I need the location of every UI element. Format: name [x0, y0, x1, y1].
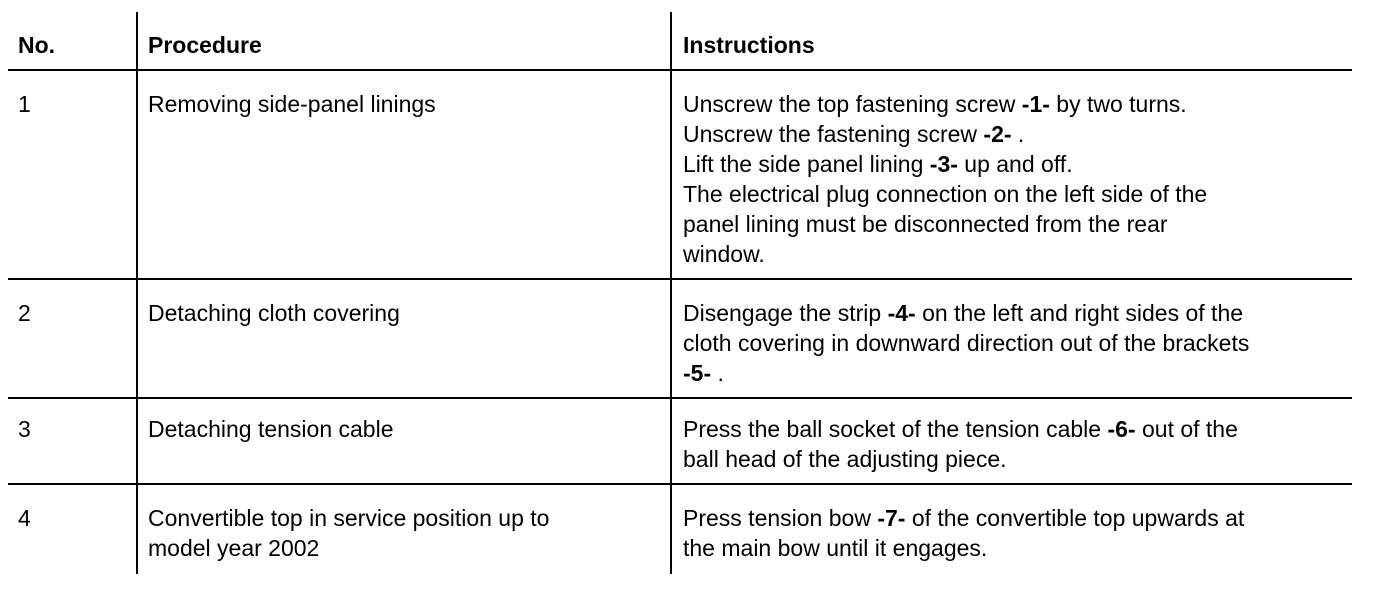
- row-4-procedure: Convertible top in service position up to model year 2002: [148, 505, 550, 561]
- header-no: No.: [18, 32, 56, 58]
- row-divider-2: [8, 397, 1352, 399]
- row-4-instructions: Press tension bow -7- of the convertible top upwards at the main bow until it engages.: [683, 505, 1245, 561]
- row-1-number: 1: [18, 91, 31, 117]
- part-reference: -2-: [983, 121, 1012, 147]
- header-divider: [8, 69, 1352, 71]
- procedure-table: [8, 12, 1352, 574]
- part-reference: -6-: [1107, 416, 1136, 442]
- part-reference: -4-: [887, 300, 916, 326]
- part-reference: -5-: [683, 360, 712, 386]
- part-reference: -1-: [1021, 91, 1050, 117]
- header-procedure: Procedure: [148, 32, 262, 58]
- column-divider-1: [136, 12, 138, 574]
- part-reference: -3-: [929, 151, 958, 177]
- row-divider-3: [8, 483, 1352, 485]
- row-3-procedure: Detaching tension cable: [148, 416, 394, 442]
- header-instructions: Instructions: [683, 32, 815, 58]
- row-divider-1: [8, 278, 1352, 280]
- row-4-number: 4: [18, 505, 31, 531]
- column-divider-2: [670, 12, 672, 574]
- row-3-number: 3: [18, 416, 31, 442]
- row-1-procedure: Removing side-panel linings: [148, 91, 436, 117]
- row-1-instructions: Unscrew the top fastening screw -1- by two turns. Unscrew the fastening screw -2- . Lift the side panel lining -3- up and off. The electrical plug connection on the left side of the panel lining must be disconnected from the rear window.: [683, 91, 1208, 267]
- row-2-procedure: Detaching cloth covering: [148, 300, 400, 326]
- row-2-number: 2: [18, 300, 31, 326]
- part-reference: -7-: [877, 505, 906, 531]
- row-3-instructions: Press the ball socket of the tension cable -6- out of the ball head of the adjusting piece.: [683, 416, 1238, 472]
- row-2-instructions: Disengage the strip -4- on the left and right sides of the cloth covering in downward direction out of the brackets -5- .: [683, 300, 1250, 386]
